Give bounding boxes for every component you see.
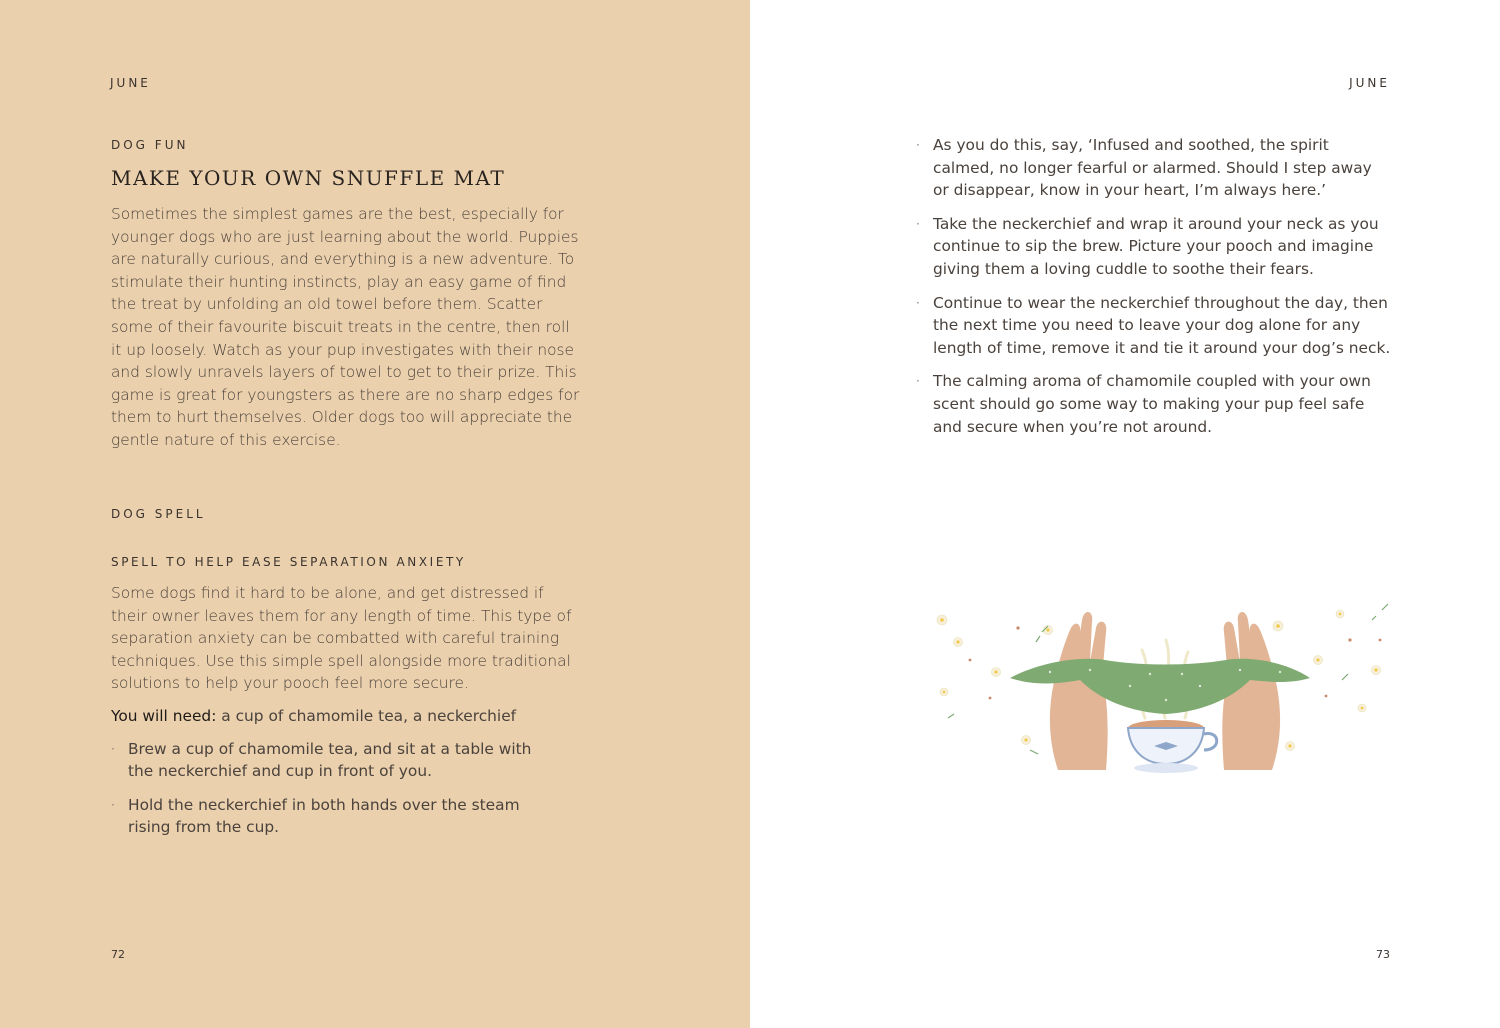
step-text: Continue to wear the neckerchief throughout the day, then the next time you need to leave your dog alone for any length of time, remove it and tie it around your dog’s neck. xyxy=(933,293,1391,357)
list-item xyxy=(916,370,1391,438)
spell-steps-list xyxy=(111,738,561,839)
hands-neckerchief-teacup-illustration-icon xyxy=(930,600,1400,780)
step-text: Hold the neckerchief in both hands over the steam rising from the cup. xyxy=(128,795,520,837)
bullet: · xyxy=(916,295,920,310)
spell-steps-continued xyxy=(916,134,1391,449)
step-text: The calming aroma of chamomile coupled with your own scent should go some way to making your pup feel safe and secure when you’re not around. xyxy=(933,372,1371,436)
section-label-dog-spell: DOG SPELL xyxy=(111,507,206,521)
spell-intro: Some dogs find it hard to be alone, and get distressed if their owner leaves them for any length of time. This type of separation anxiety can be combatted with careful training techniques. Use this simple spell alongside more traditional solutions to help your pooch feel more secure. xyxy=(111,584,572,693)
section-body: Sometimes the simplest games are the best, especially for younger dogs who are just learning about the world. Puppies are naturally curious, and everything is a new adventure. To stimulate their hunting instincts, play an easy game of find the treat by unfolding an old towel before them. Scatter some of their favourite biscuit treats in the centre, then roll it up loosely. Watch as your pup investigates with their nose and slowly unravels layers of towel to get to their prize. This game is great for youngsters as there are no sharp edges for them to hurt themselves. Older dogs too will appreciate the gentle nature of this exercise. xyxy=(111,205,580,449)
list-item xyxy=(111,738,561,783)
running-head: JUNE xyxy=(110,76,151,90)
section-label-dog-fun: DOG FUN xyxy=(111,138,189,152)
you-will-need xyxy=(111,705,581,728)
running-head: JUNE xyxy=(1349,76,1390,90)
step-text: Take the neckerchief and wrap it around your neck as you continue to sip the brew. Picture your pooch and imagine giving them a loving cuddle to soothe their fears. xyxy=(933,214,1379,278)
section-title: MAKE YOUR OWN SNUFFLE MAT xyxy=(111,166,506,190)
bullet: · xyxy=(916,374,920,389)
bullet: · xyxy=(111,741,115,756)
bullet: · xyxy=(916,216,920,231)
page-number: 73 xyxy=(1376,948,1390,961)
list-item xyxy=(111,794,561,839)
you-will-need-label: You will need: xyxy=(111,706,217,725)
dog-fun-section xyxy=(111,138,581,452)
step-text: As you do this, say, ‘Infused and soothed, the spirit calmed, no longer fearful or alarmed. Should I step away or disappear, know in your heart, I’m always here.’ xyxy=(933,136,1372,200)
list-item xyxy=(916,213,1391,281)
bullet: · xyxy=(916,138,920,152)
bullet: · xyxy=(111,797,115,812)
page-number: 72 xyxy=(111,948,125,961)
spell-subtitle: SPELL TO HELP EASE SEPARATION ANXIETY xyxy=(111,555,466,569)
step-text: Brew a cup of chamomile tea, and sit at a table with the neckerchief and cup in front of you. xyxy=(128,739,532,781)
dog-spell-section xyxy=(111,507,581,850)
you-will-need-items: a cup of chamomile tea, a neckerchief xyxy=(216,706,517,725)
list-item xyxy=(916,292,1391,360)
list-item xyxy=(916,134,1391,202)
spell-steps-list xyxy=(916,134,1391,438)
